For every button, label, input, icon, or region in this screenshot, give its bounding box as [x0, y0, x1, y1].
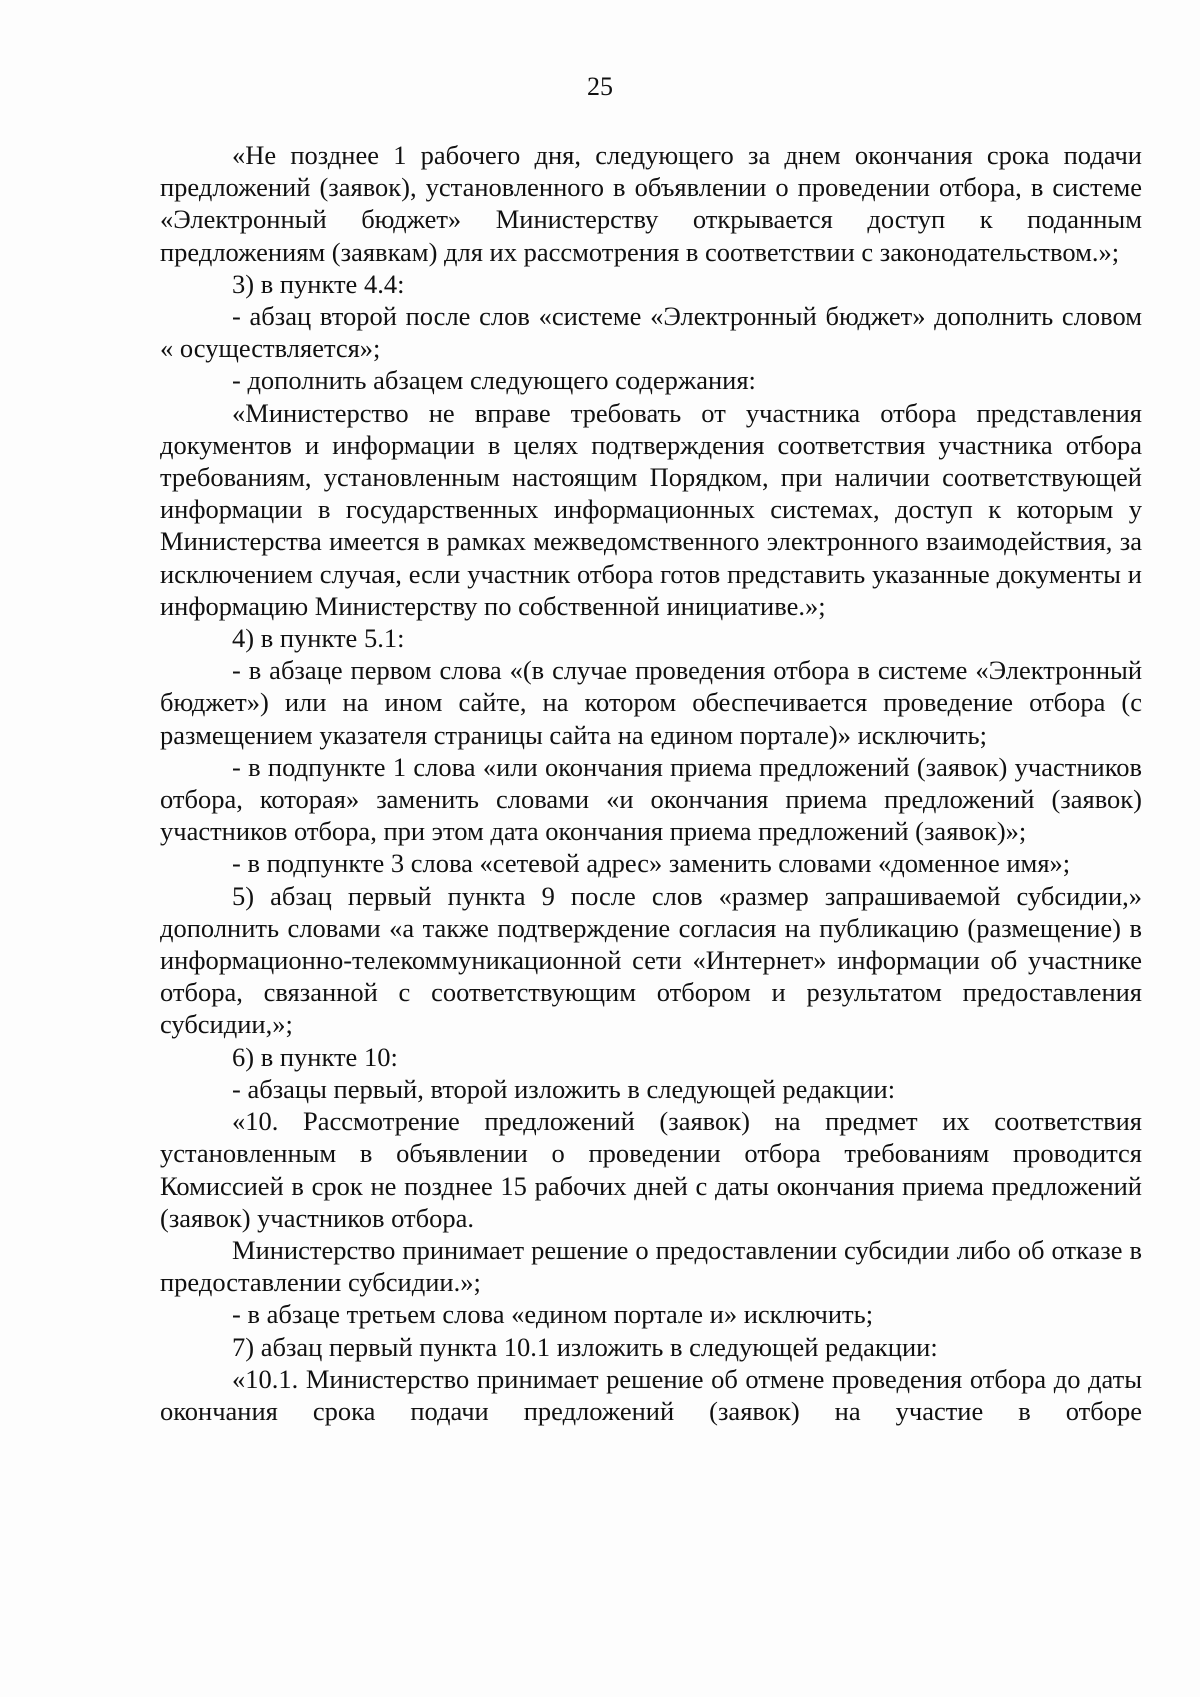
paragraph: - абзац второй после слов «системе «Электронный бюджет» дополнить словом « осуществляется»; [160, 301, 1142, 364]
paragraph: 5) абзац первый пункта 9 после слов «размер запрашиваемой субсидии,» дополнить словами «а также подтверждение согласия на публикацию (размещение) в информационно-телекоммуникационной сети «Интернет» информации об участнике отбора, связанной с соответствующим отбором и результатом предоставления субсидии,»; [160, 880, 1142, 1040]
paragraph: 6) в пункте 10: [232, 1041, 398, 1072]
paragraph: «10. Рассмотрение предложений (заявок) на предмет их соответствия установленным в объявлении о проведении отбора требованиям проводится Комиссией в срок не позднее 15 рабочих дней с даты окончания приема предложений (заявок) участников отбора. [160, 1106, 1142, 1233]
paragraph: - в абзаце третьем слова «едином портале и» исключить; [232, 1299, 874, 1330]
paragraph: - в подпункте 3 слова «сетевой адрес» заменить словами «доменное имя»; [232, 848, 1071, 879]
paragraph: 7) абзац первый пункта 10.1 изложить в следующей редакции: [232, 1331, 938, 1362]
paragraph: - абзацы первый, второй изложить в следующей редакции: [232, 1073, 896, 1104]
page-number: 25 [587, 72, 613, 101]
document-body [160, 139, 1142, 1427]
paragraph: - в абзаце первом слова «(в случае проведения отбора в системе «Электронный бюджет») или на ином сайте, на котором обеспечивается проведение отбора (с размещением указателя страницы сайта на едином портале)» исключить; [160, 655, 1142, 750]
paragraph: - дополнить абзацем следующего содержания: [232, 365, 756, 396]
paragraph: - в подпункте 1 слова «или окончания приема предложений (заявок) участников отбора, которая» заменить словами «и окончания приема предложений (заявок) участников отбора, при этом дата окончания приема предложений (заявок)»; [160, 751, 1142, 847]
paragraph: 4) в пункте 5.1: [232, 623, 405, 654]
paragraph: Министерство принимает решение о предоставлении субсидии либо об отказе в предоставлении субсидии.»; [160, 1234, 1142, 1298]
paragraph: «10.1. Министерство принимает решение об отмене проведения отбора до даты окончания срока подачи предложений (заявок) на участие в отборе [160, 1363, 1142, 1426]
paragraph: 3) в пункте 4.4: [232, 268, 405, 299]
paragraph: «Министерство не вправе требовать от участника отбора представления документов и информации в целях подтверждения соответствия участника отбора требованиям, установленным настоящим Порядком, при наличии соответствующей информации в государственных информационных системах, доступ к которым у Министерства имеется в рамках межведомственного электронного взаимодействия, за исключением случая, если участник отбора готов представить указанные документы и информацию Министерству по собственной инициативе.»; [160, 397, 1142, 621]
paragraph: «Не позднее 1 рабочего дня, следующего за днем окончания срока подачи предложений (заявок), установленного в объявлении о проведении отбора, в системе «Электронный бюджет» Министерству открывается доступ к поданным предложениям (заявкам) для их рассмотрения в соответствии с законодательством.»; [160, 140, 1142, 267]
